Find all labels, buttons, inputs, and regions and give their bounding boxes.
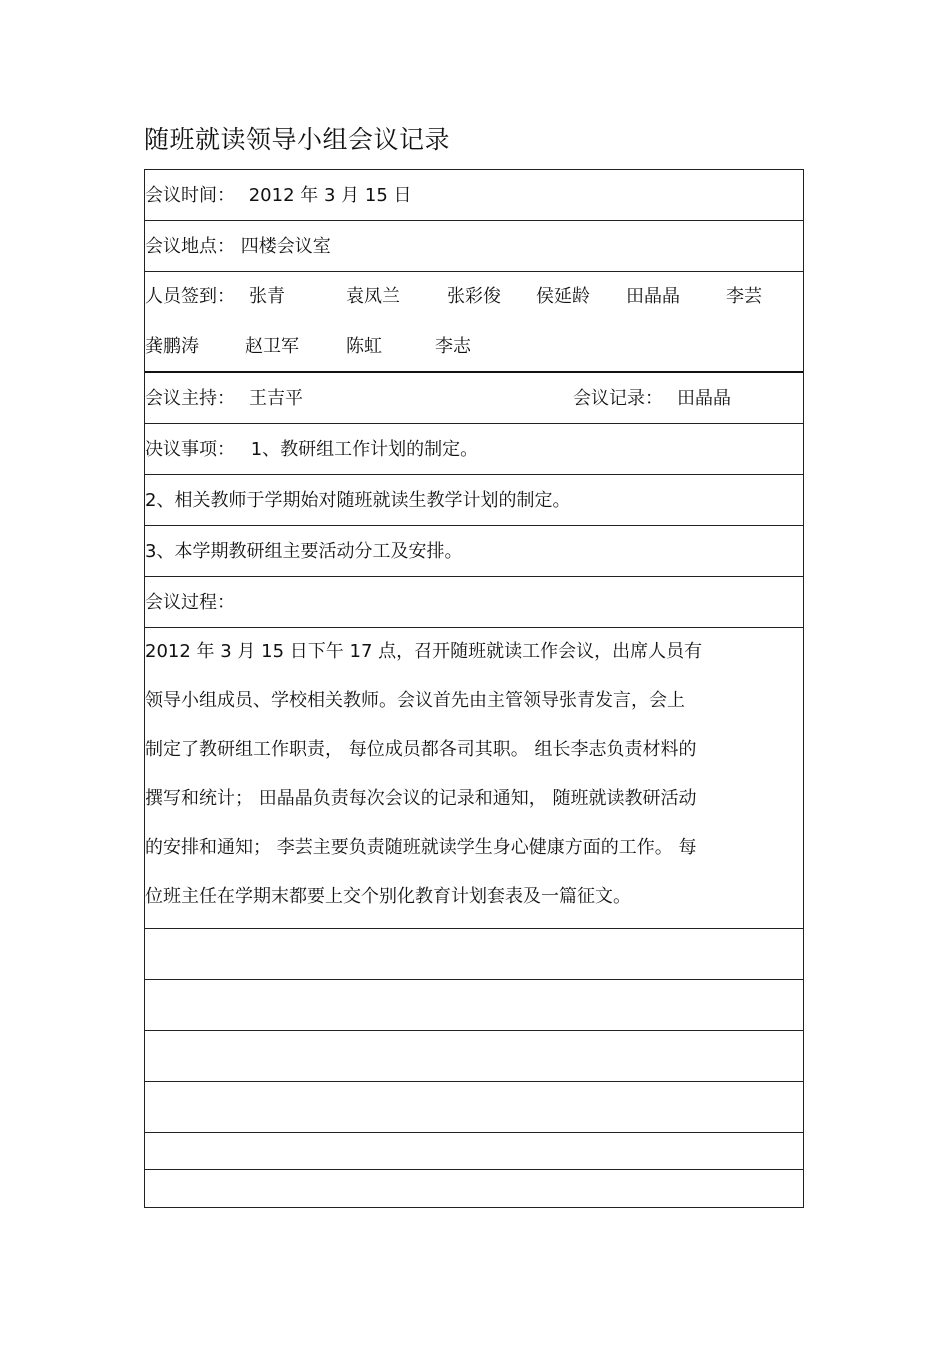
attendance-line-2 xyxy=(145,322,803,372)
process-line: 的安排和通知； 李芸主要负责随班就读学生身心健康方面的工作。 每 xyxy=(145,837,697,858)
meeting-time-label: 会议时间： xyxy=(145,185,235,206)
attendee-name: 田晶晶 xyxy=(626,286,680,307)
recorder-value: 田晶晶 xyxy=(677,388,731,409)
host-label: 会议主持： xyxy=(145,388,235,409)
process-label-row xyxy=(145,577,803,628)
process-content-row xyxy=(145,628,803,929)
attendee-name: 袁凤兰 xyxy=(346,286,400,307)
meeting-record-table xyxy=(144,169,804,1208)
host-value: 王吉平 xyxy=(249,388,303,409)
blank-row xyxy=(145,929,803,980)
meeting-place-label: 会议地点： xyxy=(145,236,235,257)
resolution-item: 2、相关教师于学期始对随班就读生教学计划的制定。 xyxy=(145,490,571,511)
process-line: 位班主任在学期末都要上交个别化教育计划套表及一篇征文。 xyxy=(145,886,631,907)
attendee-name: 李志 xyxy=(435,336,471,357)
attendee-name: 侯延龄 xyxy=(536,286,590,307)
meeting-place-row xyxy=(145,221,803,272)
process-label: 会议过程： xyxy=(145,592,235,613)
process-line: 领导小组成员、学校相关教师。会议首先由主管领导张青发言，会上 xyxy=(145,690,685,711)
document-title: 随班就读领导小组会议记录 xyxy=(144,125,451,154)
process-line: 2012 年 3 月 15 日下午 17 点，召开随班就读工作会议，出席人员有 xyxy=(145,641,703,662)
attendee-name: 张彩俊 xyxy=(447,286,501,307)
resolution-row-3 xyxy=(145,526,803,577)
attendee-name: 李芸 xyxy=(726,286,762,307)
attendance-line-1 xyxy=(145,272,803,322)
attendance-label: 人员签到： xyxy=(145,286,235,307)
meeting-place-value: 四楼会议室 xyxy=(240,236,331,257)
resolution-item: 3、本学期教研组主要活动分工及安排。 xyxy=(145,541,463,562)
resolution-row-2 xyxy=(145,475,803,526)
process-line: 撰写和统计； 田晶晶负责每次会议的记录和通知， 随班就读教研活动 xyxy=(145,788,697,809)
resolution-item: 1、教研组工作计划的制定。 xyxy=(250,439,479,460)
attendee-name: 龚鹏涛 xyxy=(145,336,199,357)
blank-row xyxy=(145,1133,803,1170)
resolution-row-1 xyxy=(145,424,803,475)
attendee-name: 赵卫军 xyxy=(245,336,299,357)
recorder-label: 会议记录： xyxy=(573,388,663,409)
host-recorder-row xyxy=(145,373,803,424)
attendee-name: 陈虹 xyxy=(346,336,382,357)
blank-row xyxy=(145,980,803,1031)
resolutions-label: 决议事项： xyxy=(145,439,235,460)
attendance-row xyxy=(145,272,803,373)
attendee-name: 张青 xyxy=(249,286,285,307)
blank-row xyxy=(145,1170,803,1207)
meeting-time-value: 2012 年 3 月 15 日 xyxy=(248,185,412,206)
process-line: 制定了教研组工作职责， 每位成员都各司其职。 组长李志负责材料的 xyxy=(145,739,697,760)
meeting-time-row xyxy=(145,170,803,221)
blank-row xyxy=(145,1031,803,1082)
blank-row xyxy=(145,1082,803,1133)
